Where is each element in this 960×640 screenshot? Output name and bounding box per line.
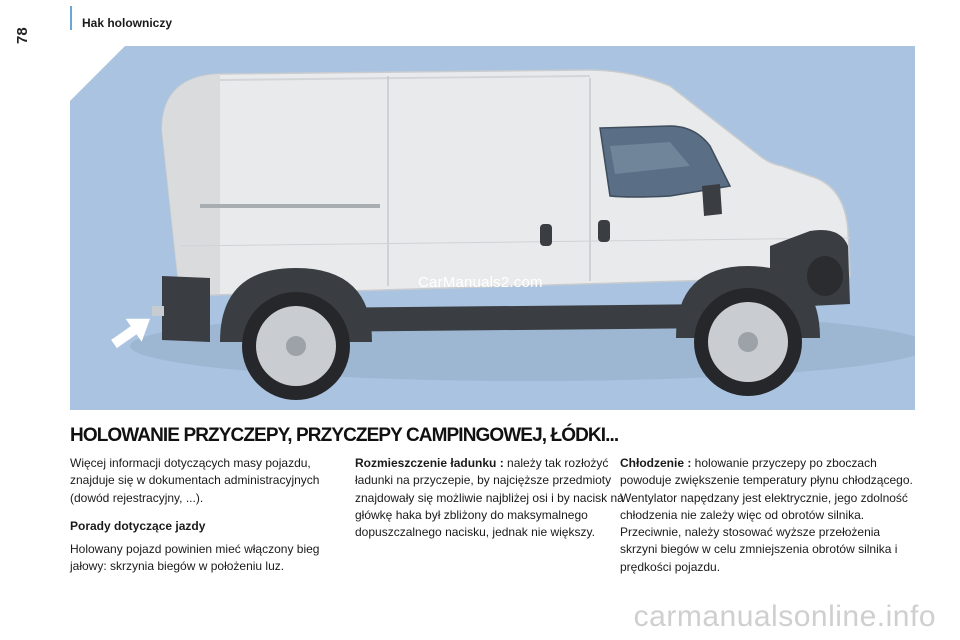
column-2: [355, 455, 625, 552]
section-title: Hak holowniczy: [82, 16, 173, 30]
load-distribution-text: należy tak rozłożyć ładunki na przyczepie, by najcięższe przedmioty znajdowały się możliwie najbliżej osi i by nacisk na główkę haka był zbliżony do maksymalnego dopuszczalnego nacisku, jednak nie większy.: [355, 456, 624, 540]
rear-bumper: [162, 276, 210, 342]
page-heading: HOLOWANIE PRZYCZEPY, PRZYCZEPY CAMPINGOWEJ, ŁÓDKI...: [70, 425, 619, 446]
towbar-ball: [152, 306, 164, 316]
section-marker-bar: [70, 6, 72, 30]
fog-light: [807, 256, 843, 296]
cooling-label: Chłodzenie :: [620, 456, 692, 470]
van-illustration: [70, 46, 915, 410]
column-1: [70, 455, 340, 587]
sliding-door-rail: [200, 204, 380, 208]
page-number: [14, 27, 45, 44]
door-handle-rear: [540, 224, 552, 246]
side-mirror: [702, 184, 722, 216]
cooling-paragraph: [620, 455, 915, 576]
door-handle-front: [598, 220, 610, 242]
load-distribution-paragraph: [355, 455, 625, 541]
column-3: [620, 455, 915, 587]
driving-advice-subheading: Porady dotyczące jazdy: [70, 518, 206, 533]
driving-advice-paragraph: Holowany pojazd powinien mieć włączony bieg jałowy: skrzynia biegów w położeniu luz.: [70, 542, 320, 574]
load-distribution-label: Rozmieszczenie ładunku :: [355, 456, 504, 470]
intro-paragraph: Więcej informacji dotyczących masy pojazdu, znajduje się w dokumentach administracyjnych (dowód rejestracyjny, ...).: [70, 456, 320, 505]
site-watermark: CarManuals2.com: [418, 274, 543, 291]
cooling-text: holowanie przyczepy po zboczach powoduje zwiększenie temperatury płynu chłodzącego. Wentylator napędzany jest elektrycznie, jego zdolność chłodzenia nie zależy więc od obrotów silnika. Przeciwnie, należy stosować wyższe przełożenia skrzyni biegów w celu zmniejszenia obrotów silnika i prędkości pojazdu.: [620, 456, 913, 574]
side-protection-strip: [310, 304, 720, 332]
footer-watermark: carmanualsonline.info: [633, 600, 936, 633]
van-drawing: [70, 46, 915, 410]
page-number-text: 78: [14, 27, 31, 44]
